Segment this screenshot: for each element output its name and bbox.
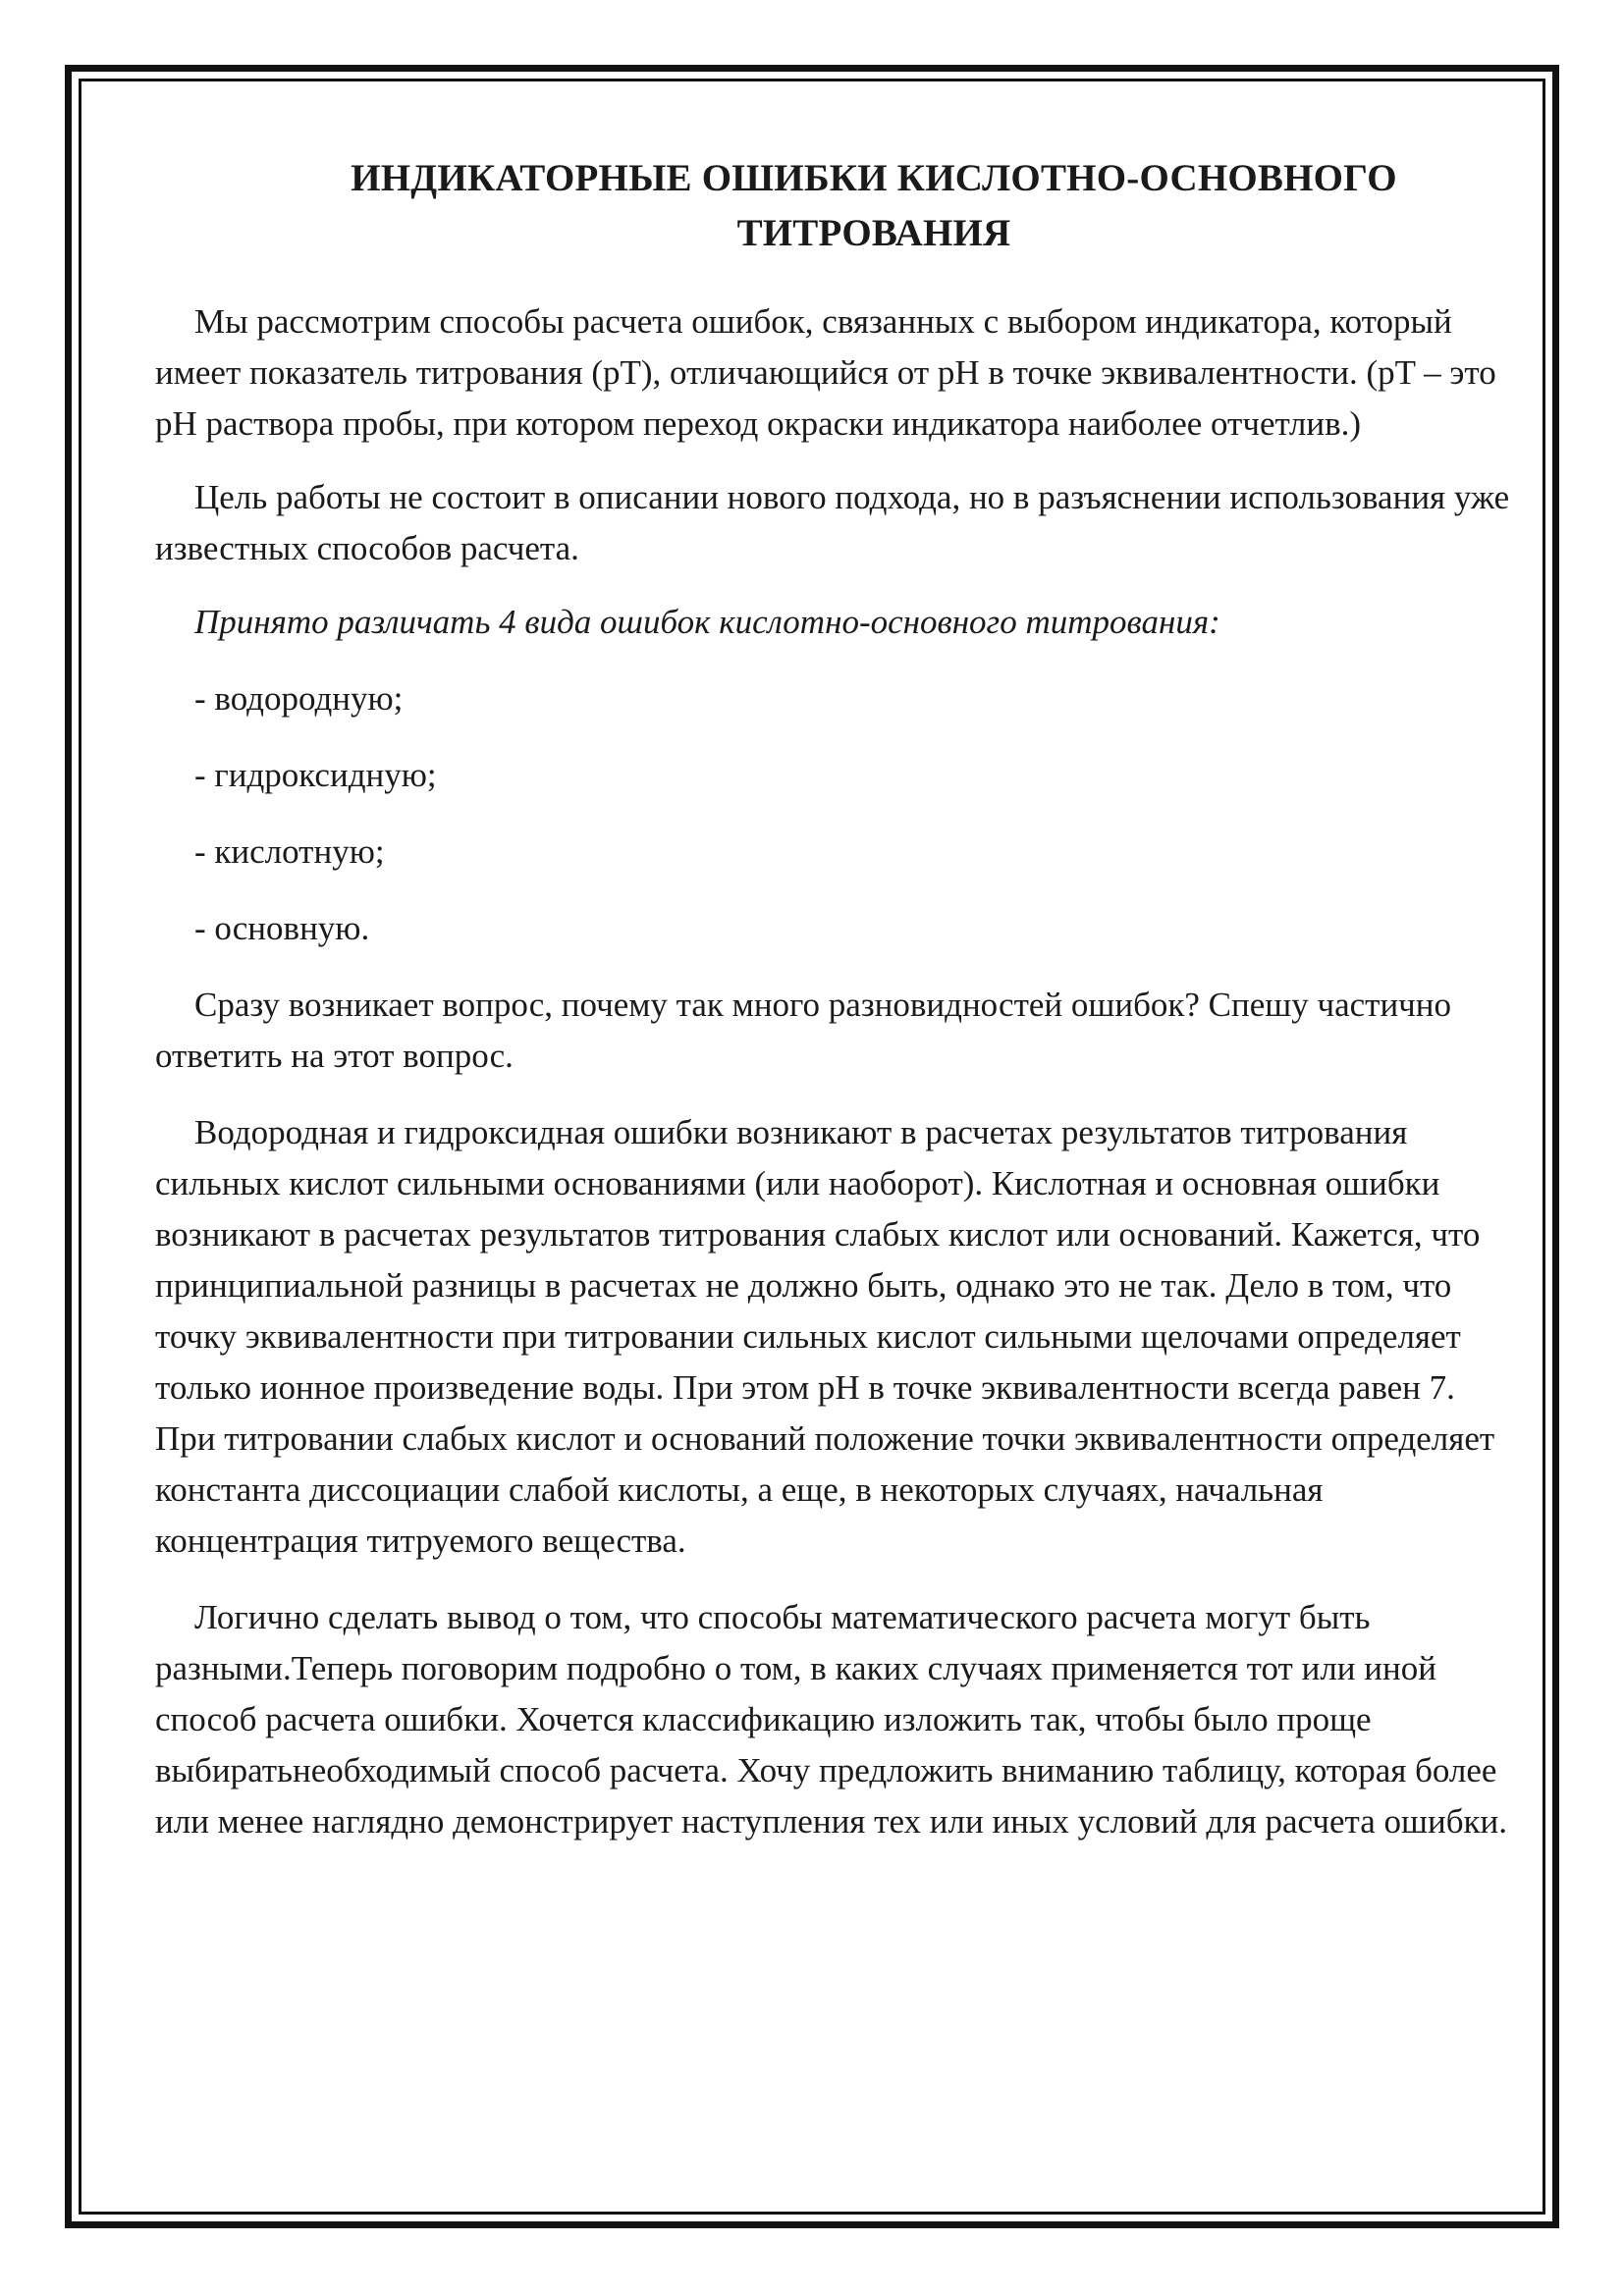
document-body xyxy=(155,296,1510,1847)
list-item-hydrogen: - водородную; xyxy=(194,679,404,718)
title-line-2: ТИТРОВАНИЯ xyxy=(736,212,1011,254)
paragraph-intro: Мы рассмотрим способы расчета ошибок, связанных с выбором индикатора, который имеет показатель титрования (pT), отличающийся от pH в точке эквивалентности. (pT – это pH раствора пробы, при котором переход окраски индикатора наиболее отчетлив.) xyxy=(155,302,1496,443)
paragraph-goal: Цель работы не состоит в описании нового подхода, но в разъяснении использования уже известных способов расчета. xyxy=(155,478,1510,567)
paragraph-error-types-intro: Принято различать 4 вида ошибок кислотно-основного титрования: xyxy=(194,603,1220,641)
paragraph-conclusion: Логично сделать вывод о том, что способы математического расчета могут быть разными.Теперь поговорим подробно о том, в каких случаях применяется тот или иной способ расчета ошибки. Хочется классификацию изложить так, чтобы было проще выбиратьнеобходимый способ расчета. Хочу предложить вниманию таблицу, которая более или менее наглядно демонстрирует наступления тех или иных условий для расчета ошибки. xyxy=(155,1598,1508,1841)
list-item-acid: - кислотную; xyxy=(194,832,385,871)
document-title xyxy=(187,151,1561,261)
list-item-base: - основную. xyxy=(194,909,370,947)
title-line-1: ИНДИКАТОРНЫЕ ОШИБКИ КИСЛОТНО-ОСНОВНОГО xyxy=(351,157,1397,199)
paragraph-explanation: Водородная и гидроксидная ошибки возникают в расчетах результатов титрования сильных кислот сильными основаниями (или наоборот). Кислотная и основная ошибки возникают в расчетах результатов титрования слабых кислот или оснований. Кажется, что принципиальной разницы в расчетах не должно быть, однако это не так. Дело в том, что точку эквивалентности при титровании сильных кислот сильными щелочами определяет только ионное произведение воды. При этом pH в точке эквивалентности всегда равен 7. При титровании слабых кислот и оснований положение точки эквивалентности определяет константа диссоциации слабой кислоты, а еще, в некоторых случаях, начальная концентрация титруемого вещества. xyxy=(155,1113,1495,1560)
list-item-hydroxide: - гидроксидную; xyxy=(194,756,437,794)
paragraph-question: Сразу возникает вопрос, почему так много разновидностей ошибок? Спешу частично ответить на этот вопрос. xyxy=(155,986,1452,1075)
